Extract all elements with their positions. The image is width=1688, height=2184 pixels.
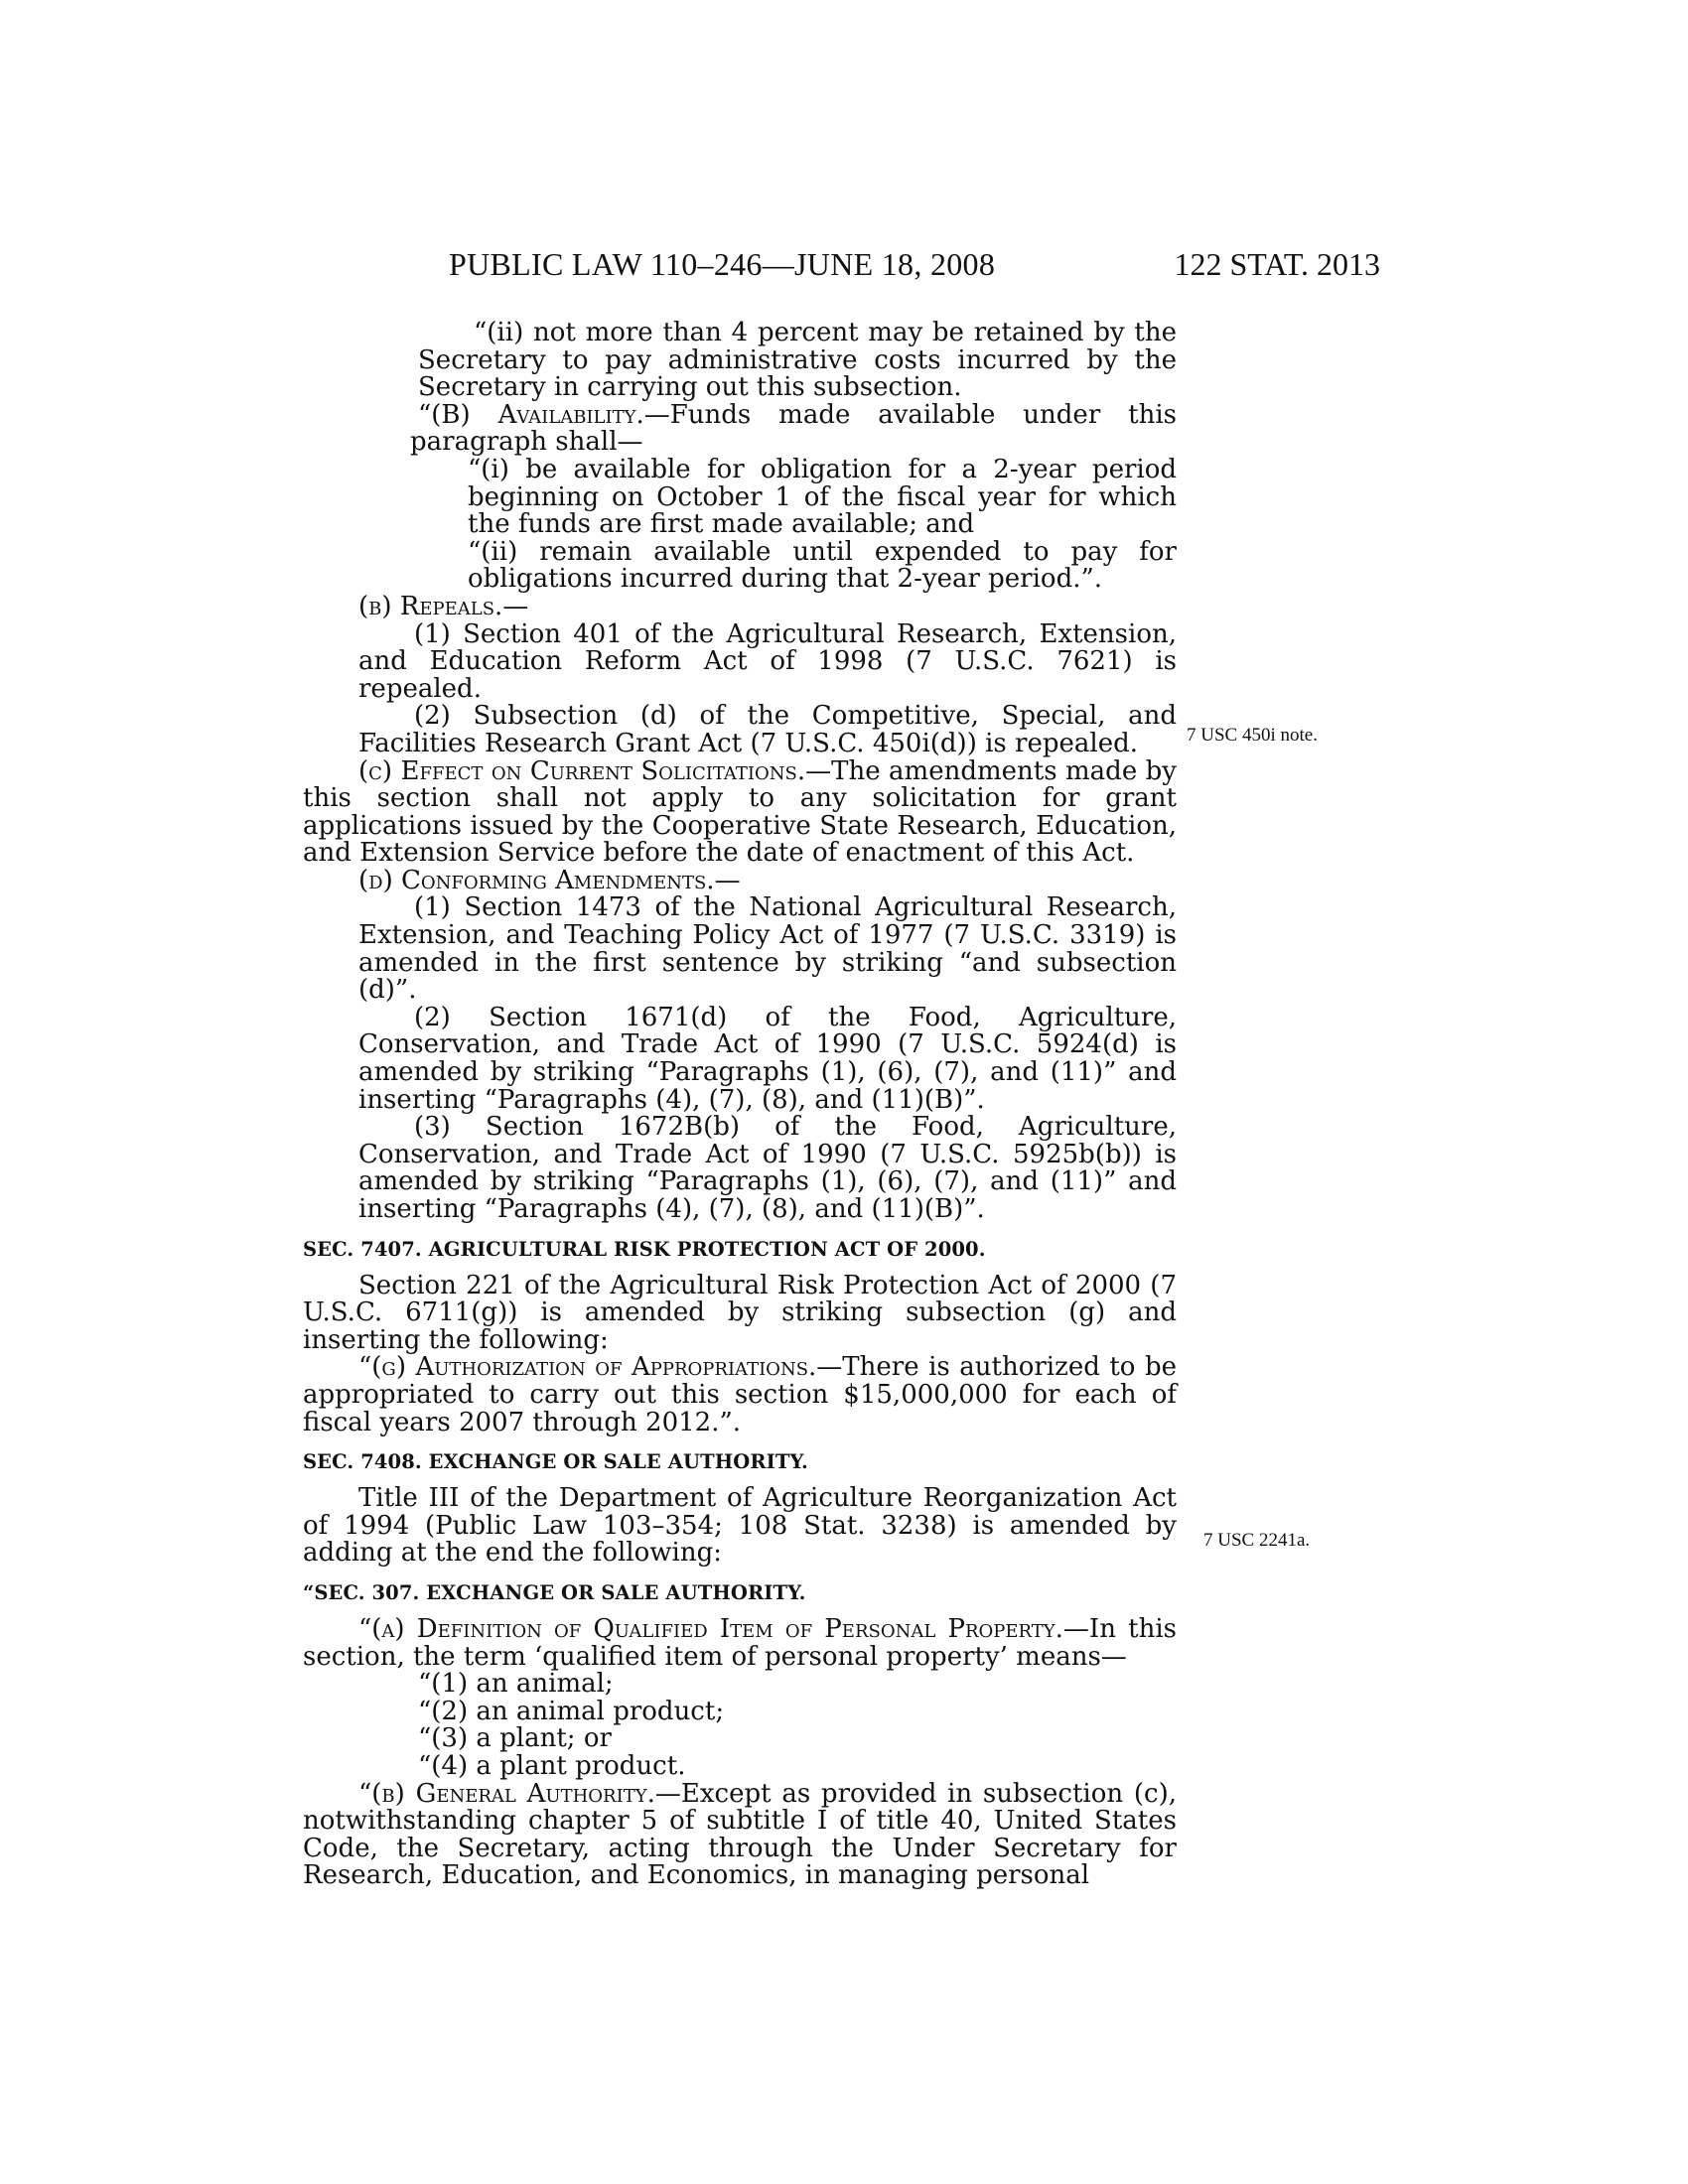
margin-note-usc-2241a: 7 USC 2241a. [1203, 1530, 1311, 1551]
para-307-b: “(b) General Authority.—Except as provided in subsection (c), notwithstanding chapter 5 of subtitle I of title 40, United States Code, the Secretary, acting through the Under Secretary for Research, Education, and Economics, in managing personal [303, 1778, 1177, 1891]
para-B-i: “(i) be available for obligation for a 2-year period beginning on October 1 of the fiscal year for which the funds are first made available; and [468, 454, 1177, 540]
repeals-heading: (b) Repeals. [358, 591, 503, 621]
para-307-a: “(a) Definition of Qualified Item of Personal Property.—In this section, the term ‘qualified item of personal property’ means— [303, 1613, 1177, 1672]
section-7408-heading: SEC. 7408. EXCHANGE OR SALE AUTHORITY. [303, 1450, 808, 1474]
para-c: (c) Effect on Current Solicitations.—The amendments made by this section shall not apply to any solicitation for grant applications issued by the Cooperative State Research, Education, and Extension Service before the date of enactment of this Act. [303, 755, 1178, 869]
header-page-number: 122 STAT. 2013 [1174, 246, 1380, 282]
para-d-1: (1) Section 1473 of the National Agricultural Research, Extension, and Teaching Policy Act of 1977 (7 U.S.C. 3319) is amended in the first sentence by striking “and subsection (d)”. [358, 892, 1177, 1006]
para-B-heading: “(B) Availability. [418, 399, 644, 430]
solicitations-heading: (c) Effect on Current Solicitations. [358, 755, 806, 786]
para-307-a-3: “(3) a plant; or [418, 1723, 612, 1754]
para-b-repeals: (b) Repeals.— [358, 591, 529, 621]
section-307-heading: “SEC. 307. EXCHANGE OR SALE AUTHORITY. [303, 1580, 806, 1604]
definition-heading: “(a) Definition of Qualified Item of Personal Property. [358, 1613, 1063, 1644]
para-b-2: (2) Subsection (d) of the Competitive, Special, and Facilities Research Grant Act (7 U.S.C. 450i(d)) is repealed. [358, 701, 1177, 758]
para-B-ii: “(ii) remain available until expended to pay for obligations incurred during that 2-year period.”. [468, 536, 1177, 595]
general-authority-heading: “(b) General Authority. [358, 1778, 655, 1809]
conforming-heading: (d) Conforming Amendments. [358, 865, 715, 895]
running-header [298, 246, 1380, 292]
para-d-2: (2) Section 1671(d) of the Food, Agriculture, Conservation, and Trade Act of 1990 (7 U.S.C. 5924(d) is amended by striking “Paragraphs (1), (6), (7), and (11)” and inserting “Paragraphs (4), (7), (8), and (11)(B)”. [358, 1002, 1177, 1115]
para-B [410, 399, 1177, 458]
section-7407-heading: SEC. 7407. AGRICULTURAL RISK PROTECTION ACT OF 2000. [303, 1237, 986, 1261]
para-d: (d) Conforming Amendments.— [358, 865, 741, 895]
para-307-a-1: “(1) an animal; [418, 1669, 614, 1700]
para-7407-g: “(g) Authorization of Appropriations.—There is authorized to be appropriated to carry out this section $15,000,000 for each of fiscal years 2007 through 2012.”. [303, 1352, 1178, 1437]
para-B-body: —Funds made available under this paragraph shall— [410, 399, 1177, 458]
para-307-a-4: “(4) a plant product. [418, 1750, 686, 1781]
para-a-ii: “(ii) not more than 4 percent may be retained by the Secretary to pay administrative costs incurred by the Secretary in carrying out this subsection. [418, 318, 1177, 403]
para-d-3: (3) Section 1672B(b) of the Food, Agriculture, Conservation, and Trade Act of 1990 (7 U.S.C. 5925b(b)) is amended by striking “Paragraphs (1), (6), (7), and (11)” and inserting “Paragraphs (4), (7), (8), and (11)(B)”. [358, 1112, 1177, 1224]
para-307-a-2: “(2) an animal product; [418, 1696, 725, 1726]
margin-note-usc-450i: 7 USC 450i note. [1187, 725, 1318, 746]
para-7408-intro: Title III of the Department of Agriculture Reorganization Act of 1994 (Public Law 103–354; 108 Stat. 3238) is amended by adding at the end the following: [303, 1483, 1177, 1569]
header-title: PUBLIC LAW 110–246—JUNE 18, 2008 [449, 246, 996, 282]
appropriations-heading: “(g) Authorization of Appropriations. [358, 1352, 817, 1383]
para-7407-intro: Section 221 of the Agricultural Risk Protection Act of 2000 (7 U.S.C. 6711(g)) is amended by striking subsection (g) and inserting the following: [303, 1270, 1177, 1355]
para-b-1: (1) Section 401 of the Agricultural Research, Extension, and Education Reform Act of 1998 (7 U.S.C. 7621) is repealed. [358, 618, 1177, 704]
page-body [303, 320, 1177, 1890]
